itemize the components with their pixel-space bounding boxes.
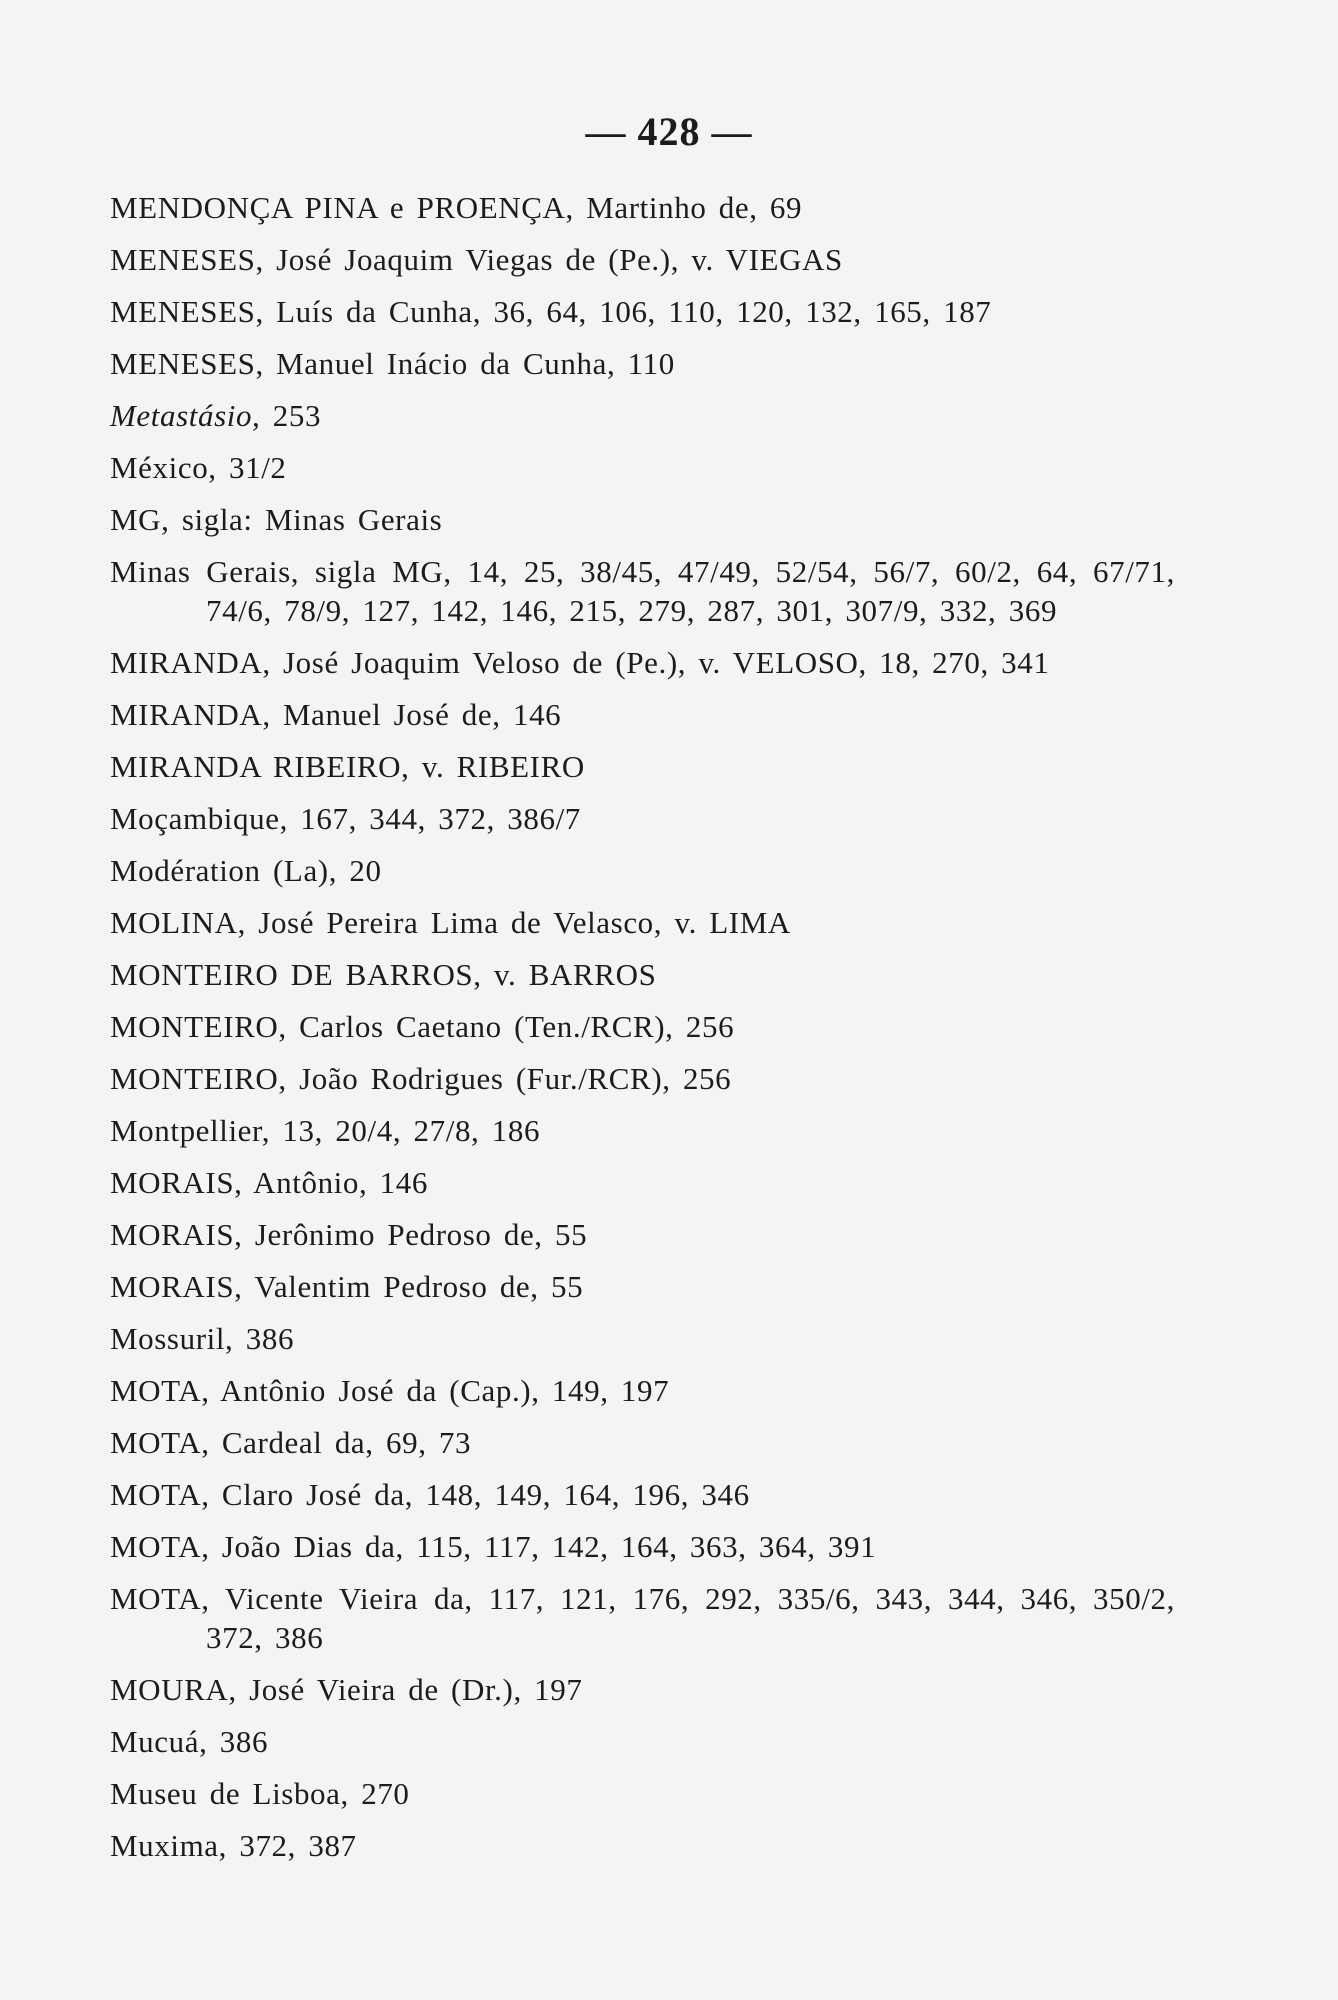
index-list [110, 188, 1175, 1878]
index-entry [110, 1722, 1175, 1761]
index-entry [110, 799, 1175, 838]
index-entry-references: Manuel José de, 146 [270, 697, 562, 732]
index-entry [110, 448, 1175, 487]
index-entry [110, 552, 1175, 630]
index-entry-references: Antônio, 146 [242, 1165, 428, 1200]
index-entry-references: José Pereira Lima de Velasco, v. LIMA [245, 905, 791, 940]
index-entry [110, 695, 1175, 734]
index-entry-term: Mossuril, [110, 1321, 234, 1356]
index-entry-term: MOTA, [110, 1373, 210, 1408]
index-entry-references: v. RIBEIRO [409, 749, 585, 784]
index-entry-term: MENESES, [110, 294, 264, 329]
index-entry-term: Moçambique, [110, 801, 288, 836]
index-entry [110, 396, 1175, 435]
index-entry-term: MOTA, [110, 1477, 210, 1512]
index-entry-references: João Dias da, 115, 117, 142, 164, 363, 364, 391 [209, 1529, 877, 1564]
index-entry [110, 1163, 1175, 1202]
index-entry-term: MOLINA, [110, 905, 246, 940]
index-entry-references: sigla MG, 14, 25, 38/45, 47/49, 52/54, 56/7, 60/2, 64, 67/71, 74/6, 78/9, 127, 142, 146, 215, 279, 287, 301, 307/9, 332, 369 [206, 554, 1175, 628]
index-entry [110, 1215, 1175, 1254]
index-entry [110, 1111, 1175, 1150]
index-entry-references: Martinho de, 69 [573, 190, 803, 225]
index-entry-references: 253 [260, 398, 322, 433]
index-entry [110, 955, 1175, 994]
index-entry [110, 1579, 1175, 1657]
index-entry-term: Montpellier, [110, 1113, 271, 1148]
index-entry-term: MORAIS, [110, 1269, 243, 1304]
index-entry-references: 31/2 [216, 450, 287, 485]
index-entry-term: Museu de Lisboa, [110, 1776, 349, 1811]
index-entry-references: sigla: Minas Gerais [169, 502, 443, 537]
index-entry-references: Cardeal da, 69, 73 [209, 1425, 472, 1460]
index-entry [110, 240, 1175, 279]
index-entry [110, 1670, 1175, 1709]
index-entry [110, 292, 1175, 331]
index-entry-term: Modération [110, 853, 261, 888]
index-entry [110, 1826, 1175, 1865]
index-entry-references: Vicente Vieira da, 117, 121, 176, 292, 335/6, 343, 344, 346, 350/2, 372, 386 [206, 1581, 1175, 1655]
index-entry-references: Manuel Inácio da Cunha, 110 [263, 346, 675, 381]
index-entry-term: Muxima, [110, 1828, 227, 1863]
index-entry-term: MORAIS, [110, 1165, 243, 1200]
index-entry-references: 386 [233, 1321, 295, 1356]
index-entry [110, 903, 1175, 942]
index-entry-term: Minas Gerais, [110, 554, 300, 589]
index-entry [110, 851, 1175, 890]
index-entry [110, 1423, 1175, 1462]
index-entry-references: José Joaquim Veloso de (Pe.), v. VELOSO, 18, 270, 341 [270, 645, 1050, 680]
index-entry-references: Antônio José da (Cap.), 149, 197 [209, 1373, 670, 1408]
index-entry-term: MONTEIRO, [110, 1009, 287, 1044]
index-entry-references: 270 [348, 1776, 410, 1811]
index-entry [110, 1527, 1175, 1566]
index-entry [110, 500, 1175, 539]
index-entry [110, 188, 1175, 227]
index-entry [110, 1371, 1175, 1410]
index-entry-term: MOTA, [110, 1425, 210, 1460]
index-entry-references: 386 [207, 1724, 269, 1759]
index-entry [110, 344, 1175, 383]
index-entry-term: MONTEIRO, [110, 1061, 287, 1096]
index-entry-references: José Vieira de (Dr.), 197 [236, 1672, 583, 1707]
index-entry [110, 1475, 1175, 1514]
index-entry-term: Mucuá, [110, 1724, 208, 1759]
index-entry [110, 1267, 1175, 1306]
index-entry [110, 1007, 1175, 1046]
index-entry-term: MENESES, [110, 242, 264, 277]
index-entry-term: MIRANDA RIBEIRO, [110, 749, 410, 784]
index-entry-term: MENDONÇA PINA e PROENÇA, [110, 190, 574, 225]
index-entry-references: Claro José da, 148, 149, 164, 196, 346 [209, 1477, 750, 1512]
index-entry-references: Carlos Caetano (Ten./RCR), 256 [286, 1009, 735, 1044]
index-entry-term: MOURA, [110, 1672, 237, 1707]
index-entry [110, 747, 1175, 786]
index-entry-references: Valentim Pedroso de, 55 [242, 1269, 584, 1304]
index-entry-references: 167, 344, 372, 386/7 [287, 801, 581, 836]
index-entry-term: Metastásio, [110, 398, 261, 433]
index-entry-term: MENESES, [110, 346, 264, 381]
index-entry-references: João Rodrigues (Fur./RCR), 256 [286, 1061, 732, 1096]
index-entry-term: MONTEIRO DE BARROS, [110, 957, 482, 992]
index-entry-references: Luís da Cunha, 36, 64, 106, 110, 120, 132, 165, 187 [263, 294, 992, 329]
index-entry-term: México, [110, 450, 217, 485]
index-entry [110, 1319, 1175, 1358]
index-entry-references: 372, 387 [227, 1828, 357, 1863]
index-entry-term: MIRANDA, [110, 645, 271, 680]
index-entry-term: MOTA, [110, 1581, 210, 1616]
index-entry-references: (La), 20 [260, 853, 382, 888]
index-entry-term: MORAIS, [110, 1217, 243, 1252]
index-entry [110, 643, 1175, 682]
index-entry-term: MIRANDA, [110, 697, 271, 732]
index-entry [110, 1059, 1175, 1098]
index-entry-references: 13, 20/4, 27/8, 186 [270, 1113, 541, 1148]
index-entry-references: José Joaquim Viegas de (Pe.), v. VIEGAS [263, 242, 843, 277]
page-number: — 428 — [585, 109, 753, 154]
index-entry-term: MG, [110, 502, 170, 537]
index-entry-term: MOTA, [110, 1529, 210, 1564]
index-entry-references: v. BARROS [481, 957, 657, 992]
index-entry-references: Jerônimo Pedroso de, 55 [242, 1217, 588, 1252]
index-entry [110, 1774, 1175, 1813]
